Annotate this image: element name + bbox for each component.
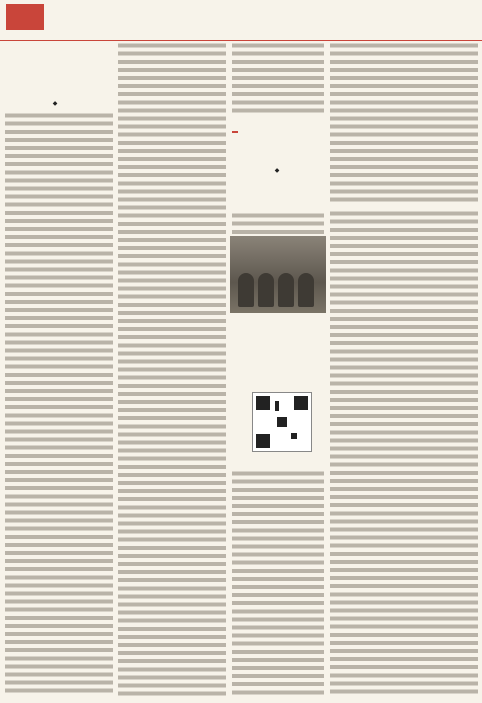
header-meta [52,22,76,29]
page-number [6,4,44,30]
article-intro [5,42,105,82]
column-tag [232,131,238,133]
page-header [0,0,482,41]
article-column-2 [118,42,226,697]
feature-lead-text [232,42,324,116]
article-column-4 [330,210,478,697]
article-column-1 [5,112,113,697]
article-column-4-top [330,42,478,202]
author-photo [230,236,326,313]
article-author: ◆ [52,100,58,107]
article-column-3 [232,470,324,697]
feature-headline-block [232,118,322,174]
feature-text-above-photo [232,212,324,234]
feature-author: ◆ [274,167,280,174]
qr-code[interactable] [252,392,312,452]
